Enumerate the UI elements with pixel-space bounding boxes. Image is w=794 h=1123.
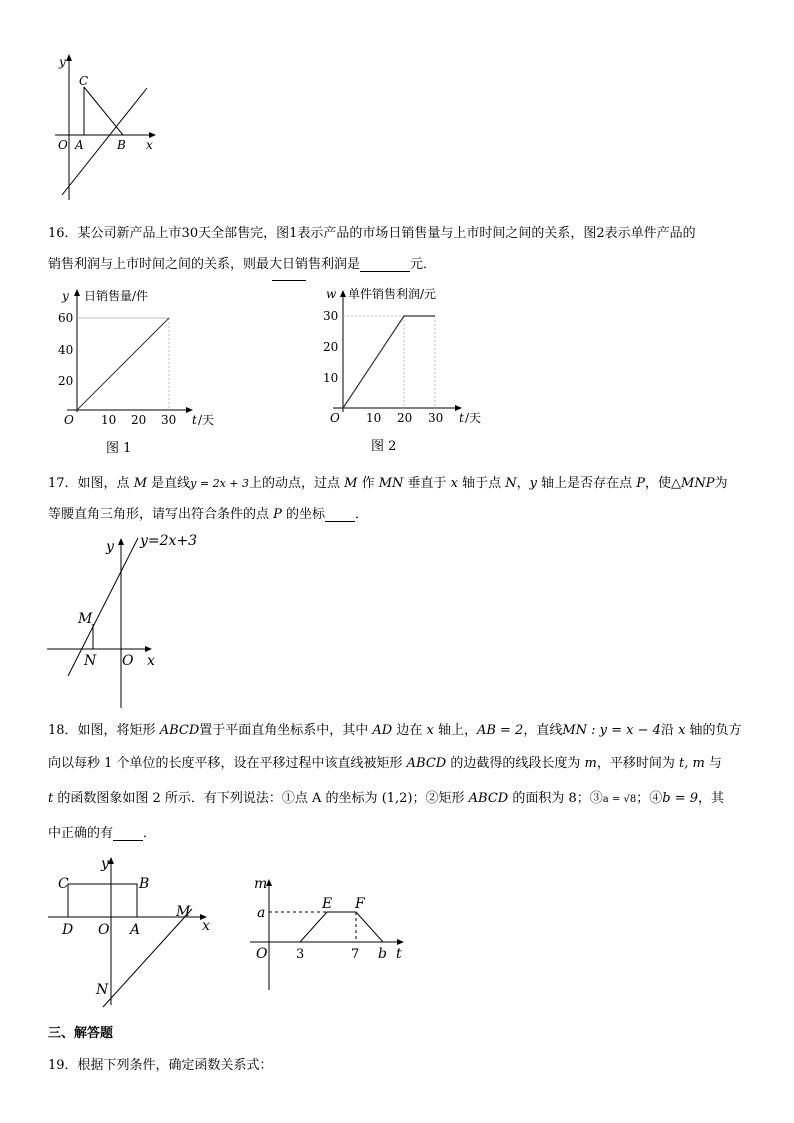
q18-t13: ；②矩形 (412, 791, 469, 806)
label-y: y (62, 289, 69, 303)
q17-mn: MN (378, 476, 404, 491)
label-t-unit: /天 (198, 413, 215, 427)
line-label: y=2x+3 (140, 533, 198, 549)
caption: 图 2 (371, 439, 397, 454)
ytick-60: 60 (58, 311, 74, 325)
x-arrow (397, 939, 404, 945)
ytick-40: 40 (58, 343, 74, 357)
label-a: A (75, 138, 84, 152)
label-t: t (396, 946, 402, 962)
q18-t9: 的边截得的线段长度为 (446, 756, 585, 771)
q18-t15: ；④ (636, 791, 663, 806)
label-b: B (139, 876, 150, 892)
q18-x2: x (678, 723, 686, 738)
q17-t5: 垂直于 (403, 476, 451, 491)
xtick-30: 30 (161, 413, 177, 427)
label-o: O (256, 946, 268, 962)
label-c: C (58, 876, 69, 892)
label-x: x (147, 653, 155, 669)
caption: 图 1 (106, 441, 132, 456)
q17-t9: ，使△ (645, 476, 682, 491)
q18-rb: b = 9 (662, 791, 698, 806)
q18-t4: 轴上， (433, 723, 477, 738)
q16-text1: 16．某公司新产品上市30天全部售完，图1表示产品的市场日销售量与上市时间之间的关系，图2表示单件产品的 (48, 226, 696, 241)
q17-m2: M (344, 476, 358, 491)
q16-text2a: 销售利润与上市时间之间的关系，则最大日销售利润是 (48, 257, 361, 272)
q18-ra: a = √8 (602, 794, 637, 805)
label-e: E (322, 896, 333, 912)
q18-t12: 的函数图象如图 2 所示．有下列说法：①点 A 的坐标为 (53, 791, 382, 806)
q18-t2: 置于平面直角坐标系中，其中 (199, 723, 373, 738)
q17-t10: 为 (714, 476, 728, 491)
q18-m: m (584, 756, 597, 771)
xtick-10: 10 (366, 411, 382, 425)
label-a: A (130, 922, 141, 938)
q17-t13: ． (355, 507, 369, 522)
q18-mn: MN : y = x − 4 (562, 723, 661, 738)
label-t-unit: /天 (465, 411, 482, 425)
y-axis-title: 日销售量/件 (84, 289, 149, 303)
q18-t17: 中正确的有 (48, 826, 114, 841)
label-y: y (106, 539, 114, 555)
q17-t12: 的坐标 (281, 507, 326, 522)
label-m: M (176, 904, 191, 920)
q18-t14: 的面积为 8；③ (508, 791, 603, 806)
label-m: M (78, 611, 93, 627)
q17-m: M (133, 476, 147, 491)
q18-t7: 轴的负方 (685, 723, 742, 738)
label-b: b (378, 946, 387, 962)
q18-t11: 与 (704, 756, 722, 771)
section-heading: 三、解答题 (48, 1026, 114, 1041)
q18-t5: ，直线 (523, 723, 563, 738)
q18-x: x (426, 723, 434, 738)
label-x: x (202, 918, 210, 934)
q16-text2b: 元． (410, 257, 437, 272)
ytick-30: 30 (323, 309, 339, 323)
label-t: t (192, 413, 197, 427)
label-o: O (64, 413, 74, 427)
q18-ad: AD (372, 723, 393, 738)
label-d: D (62, 922, 74, 938)
xtick-20: 20 (397, 411, 413, 425)
xtick-10: 10 (101, 413, 117, 427)
label-o: O (58, 138, 68, 152)
q17-x: x (450, 476, 458, 491)
label-t: t (459, 411, 464, 425)
q17-eq: y = 2x + 3 (190, 477, 249, 490)
tick-3: 3 (296, 947, 305, 962)
label-x: x (146, 138, 153, 152)
q17-p2: P (273, 507, 282, 522)
q17-t1: 17．如图，点 (48, 476, 134, 491)
label-c: C (79, 74, 89, 88)
q17-t3: 上的动点，过点 (248, 476, 345, 491)
ytick-10: 10 (323, 371, 339, 385)
q17-n: N (505, 476, 517, 491)
q18-t6: 沿 (660, 723, 679, 738)
label-m: m (254, 876, 268, 892)
label-f: F (355, 896, 365, 912)
q18-t3: 边在 (392, 723, 427, 738)
q17-t8: 轴上是否存在点 (537, 476, 637, 491)
y-axis-title: 单件销售利润/元 (348, 287, 437, 301)
xtick-20: 20 (131, 413, 147, 427)
ytick-20: 20 (323, 340, 339, 354)
q17-y: y (529, 476, 538, 491)
ytick-20: 20 (58, 374, 74, 388)
xtick-30: 30 (428, 411, 444, 425)
q18-abcd2: ABCD (406, 756, 447, 771)
q17-mnp: MNP (681, 476, 715, 491)
label-y: y (59, 55, 66, 69)
q17-t7: ， (516, 476, 530, 491)
q18-tm: t, m (678, 756, 705, 771)
q17-p: P (636, 476, 646, 491)
q18-t16: ，其 (697, 791, 724, 806)
label-n: N (96, 982, 109, 998)
q19-text: 19．根据下列条件，确定函数关系式： (48, 1058, 273, 1073)
label-y: y (101, 856, 109, 872)
q17-t4: 作 (357, 476, 379, 491)
q18-abcd3: ABCD (468, 791, 509, 806)
q18-t: t (48, 791, 54, 806)
q17-t6: 轴于点 (458, 476, 506, 491)
label-b: B (117, 138, 126, 152)
q18-abcd: ABCD (159, 723, 200, 738)
tick-7: 7 (351, 947, 360, 962)
label-o: O (98, 922, 110, 938)
q18-t18: ． (143, 826, 157, 841)
label-w: w (326, 287, 337, 301)
label-a: a (257, 905, 266, 921)
q18-coord: (1,2) (381, 791, 413, 806)
label-n: N (84, 653, 97, 669)
q17-t11: 等腰直角三角形，请写出符合条件的点 (48, 507, 274, 522)
q18-t1: 18．如图，将矩形 (48, 723, 160, 738)
graph-mt (300, 912, 383, 942)
q17-t2: 是直线 (147, 476, 191, 491)
q18-ab: AB = 2 (476, 723, 524, 738)
q18-t8: 向以每秒 1 个单位的长度平移，设在平移过程中该直线被矩形 (48, 756, 407, 771)
label-o: O (122, 653, 134, 669)
label-o: O (330, 411, 340, 425)
q18-t10: ，平移时间为 (596, 756, 679, 771)
